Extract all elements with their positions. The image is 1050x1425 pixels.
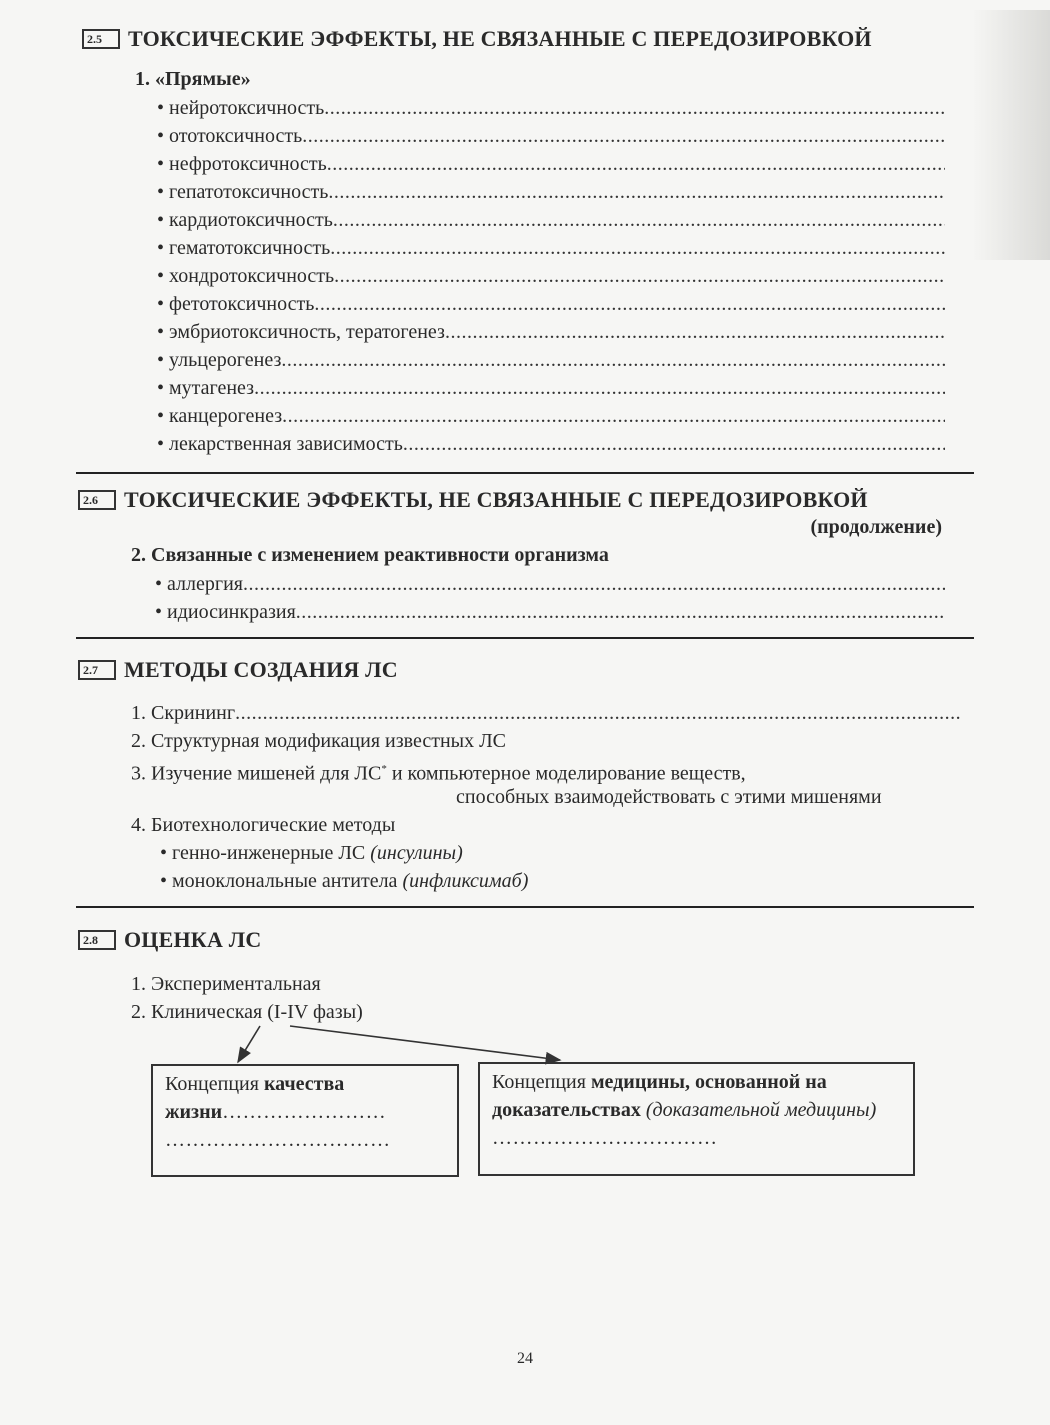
list-item: • хондротоксичность ..... (157, 264, 945, 288)
method-item-screening: 1. Скрининг ..... (131, 701, 961, 725)
dot-leader (328, 180, 945, 204)
section-title: ОЦЕНКА ЛС (124, 927, 262, 952)
dot-leader (314, 292, 945, 316)
divider (76, 637, 974, 639)
dot-leader (282, 404, 945, 428)
dot-leader (445, 320, 945, 344)
section-title: ТОКСИЧЕСКИЕ ЭФФЕКТЫ, НЕ СВЯЗАННЫЕ С ПЕРЕДОЗИРОВКОЙ (124, 487, 868, 512)
dot-leader (296, 600, 945, 624)
list-item: • эмбриотоксичность, тератогенез ..... (157, 320, 945, 344)
list-item: • нефротоксичность ..... (157, 152, 945, 176)
section-heading (78, 657, 398, 683)
list-item: • гематотоксичность ..... (157, 236, 945, 260)
section-heading (78, 927, 261, 953)
divider (76, 906, 974, 908)
dot-leader (334, 264, 945, 288)
method-item-modification: 2. Структурная модификация известных ЛС (131, 730, 506, 752)
dot-leader (243, 572, 945, 596)
list-item: • кардиотоксичность ..... (157, 208, 945, 232)
dot-leader (324, 96, 945, 120)
dot-leader (254, 376, 945, 400)
subheading: 2. Связанные с изменением реактивности организма (131, 544, 609, 566)
dot-leader (330, 236, 945, 260)
list-item: • фетотоксичность ..... (157, 292, 945, 316)
section-number: 2.7 (78, 660, 116, 680)
section-number: 2.8 (78, 930, 116, 950)
page-number: 24 (517, 1350, 533, 1367)
list-item: • аллергия ..... (155, 572, 945, 596)
scan-edge-shadow (972, 10, 1050, 260)
concept-box-quality-of-life: Концепция качества жизни…………………… …………………………… (151, 1064, 459, 1177)
method-item-biotech: 4. Биотехнологические методы (131, 814, 396, 836)
biotech-subitem: • моноклональные антитела (инфликсимаб) (160, 870, 529, 892)
section-title: МЕТОДЫ СОЗДАНИЯ ЛС (124, 657, 398, 682)
list-item: • гепатотоксичность ..... (157, 180, 945, 204)
divider (76, 472, 974, 474)
list-item: • лекарственная зависимость ..... (157, 432, 945, 456)
dot-leader (235, 701, 961, 725)
dot-leader (281, 348, 945, 372)
list-item: • идиосинкразия ..... (155, 600, 945, 624)
concept-box-evidence-based-medicine: Концепция медицины, основанной на доказательствах (доказательной медицины) …………………………… (478, 1062, 915, 1176)
section-heading (78, 487, 868, 513)
list-item: • ототоксичность ..... (157, 124, 945, 148)
method-item-targets-continued: способных взаимодействовать с этими мишенями (456, 786, 882, 808)
list-item: • ульцерогенез ..... (157, 348, 945, 372)
biotech-subitem: • генно-инженерные ЛС (инсулины) (160, 842, 463, 864)
dot-leader (333, 208, 945, 232)
method-item-targets: 3. Изучение мишеней для ЛС* и компьютерное моделирование веществ, (131, 762, 746, 785)
section-number: 2.5 (82, 29, 120, 49)
list-item: • канцерогенез ..... (157, 404, 945, 428)
arrow-to-quality-of-life (238, 1026, 260, 1062)
arrow-to-evidence-based-medicine (290, 1026, 560, 1060)
section-number: 2.6 (78, 490, 116, 510)
section-title: ТОКСИЧЕСКИЕ ЭФФЕКТЫ, НЕ СВЯЗАННЫЕ С ПЕРЕДОЗИРОВКОЙ (128, 26, 872, 51)
evaluation-item-clinical: 2. Клиническая (I-IV фазы) (131, 1001, 363, 1023)
list-item: • нейротоксичность ..... (157, 96, 945, 120)
example: (инфликсимаб) (402, 870, 529, 892)
example: (инсулины) (370, 842, 463, 864)
list-item: • мутагенез ..... (157, 376, 945, 400)
subheading: 1. «Прямые» (135, 68, 251, 90)
section-heading (82, 26, 872, 52)
evaluation-item-experimental: 1. Экспериментальная (131, 973, 321, 995)
dot-leader (327, 152, 945, 176)
dot-leader (302, 124, 945, 148)
dot-leader (403, 432, 945, 456)
footnote-mark: * (381, 763, 387, 775)
continuation-note: (продолжение) (810, 516, 942, 538)
